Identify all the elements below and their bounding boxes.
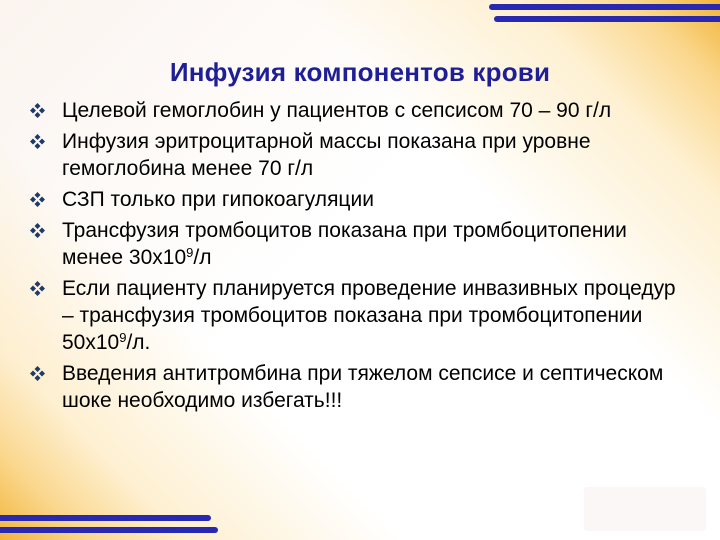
bottom-accent-bar-1: [0, 515, 211, 521]
bullet-text: СЗП только при гипокоагуляции: [62, 188, 374, 211]
bullet-text-superscript: 9: [186, 245, 194, 260]
diamond-cluster-icon: [30, 103, 45, 118]
diamond-cluster-icon: [30, 366, 45, 381]
diamond-cluster-icon: [30, 281, 45, 296]
watermark: [584, 487, 706, 531]
bullet-item: [28, 275, 684, 356]
top-accent-bar-2: [494, 16, 720, 22]
bullet-item: [28, 217, 684, 271]
bullet-list: [28, 97, 684, 414]
bullet-item: [28, 186, 684, 213]
diamond-cluster-icon: [30, 223, 45, 238]
diamond-cluster-icon: [30, 192, 45, 207]
bullet-text: Целевой гемоглобин у пациентов с сепсисом 70 – 90 г/л: [62, 99, 612, 122]
bullet-item: [28, 97, 684, 124]
bullet-item: [28, 128, 684, 182]
bullet-text: Инфузия эритроцитарной массы показана при уровне гемоглобина менее 70 г/л: [62, 130, 591, 180]
bullet-text: /л: [193, 246, 212, 269]
slide-title: Инфузия компонентов крови: [169, 57, 551, 88]
diamond-cluster-icon: [30, 134, 45, 149]
bullet-text: Введения антитромбина при тяжелом сепсисе и септическом шоке необходимо избегать!!!: [62, 362, 664, 412]
bottom-accent-bar-2: [0, 527, 218, 533]
bullet-text-superscript: 9: [119, 330, 127, 345]
bullet-text: /л.: [126, 331, 151, 354]
bullet-text: Трансфузия тромбоцитов показана при тромбоцитопении менее 30х10: [62, 219, 627, 269]
bullet-item: [28, 360, 684, 414]
bullet-text: Если пациенту планируется проведение инвазивных процедур – трансфузия тромбоцитов показана при тромбоцитопении 50х10: [62, 277, 676, 354]
top-accent-bar-1: [489, 4, 720, 10]
slide-body: [28, 97, 684, 418]
